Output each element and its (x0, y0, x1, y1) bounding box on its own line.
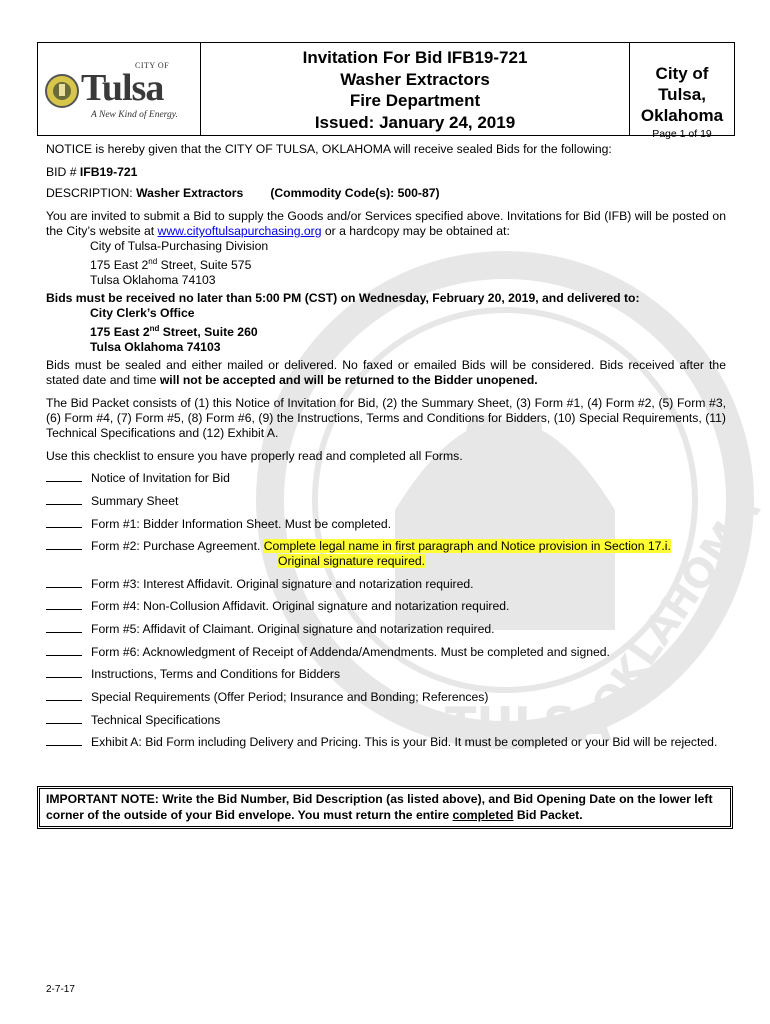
checkbox-blank[interactable] (46, 735, 82, 746)
invite-paragraph (46, 209, 726, 288)
checklist-intro: Use this checklist to ensure you have properly read and completed all Forms. (46, 449, 463, 463)
purchasing-website-link[interactable]: www.cityoftulsapurchasing.org (157, 224, 322, 238)
important-note-text: IMPORTANT NOTE: Write the Bid Number, Bid Description (as listed above), and Bid Opening Date on the lower left corner of the outside of your Bid envelope. You must return the entire (46, 792, 713, 822)
logo-city-of: CITY OF (135, 61, 170, 70)
checklist-item: Form #3: Interest Affidavit. Original signature and notarization required. (46, 577, 726, 592)
purchasing-address-line3: Tulsa Oklahoma 74103 (90, 273, 216, 288)
invite-text-after: or a hardcopy may be obtained at: (321, 224, 510, 238)
description-label: DESCRIPTION: (46, 186, 137, 200)
important-note-end: Bid Packet. (513, 807, 583, 822)
checkbox-blank[interactable] (46, 622, 82, 633)
bid-number-label: BID # (46, 165, 80, 179)
bid-issued-date: Issued: January 24, 2019 (314, 112, 516, 132)
bid-title: Invitation For Bid IFB19-721 (302, 48, 528, 67)
checkbox-blank[interactable] (46, 517, 82, 528)
tulsa-seal-icon (45, 71, 79, 111)
checkbox-blank[interactable] (46, 645, 82, 656)
logo-tulsa: Tulsa (81, 67, 164, 109)
checklist-item: Form #2: Purchase Agreement. Complete legal name in first paragraph and Notice provision in Section 17.i. Original signature required. (46, 539, 726, 569)
logo-tagline: A New Kind of Energy. (91, 110, 178, 120)
city-cell (630, 43, 734, 140)
seal-year: 98 (463, 405, 547, 475)
seal-text-oklahoma: OKLAHOMA (582, 488, 770, 728)
commodity-code: (Commodity Code(s): 500-87) (270, 186, 440, 200)
checklist-item: Exhibit A: Bid Form including Delivery and Pricing. This is your Bid. It must be completed or your Bid will be rejected. (46, 735, 726, 750)
invite-text: You are invited to submit a Bid to supply the Goods and/or Services specified above. Invitations for Bid (IFB) will be posted on the City’s website at (46, 209, 726, 238)
sealed-text: Bids must be sealed and either mailed or delivered. No faxed or emailed Bids will be considered. Bids received after the stated date and time (46, 358, 726, 387)
clerk-address-line3: Tulsa Oklahoma 74103 (90, 340, 221, 355)
clerk-address-line1: City Clerk’s Office (90, 306, 195, 320)
description-value: Washer Extractors (136, 186, 244, 200)
checkbox-blank[interactable] (46, 690, 82, 701)
checkbox-blank[interactable] (46, 471, 82, 482)
city-of-tulsa-logo (45, 59, 195, 125)
checklist-item: Technical Specifications (46, 713, 726, 728)
checklist-item: Notice of Invitation for Bid (46, 471, 726, 486)
bid-number (46, 165, 726, 180)
title-cell (201, 43, 630, 135)
deadline-paragraph (46, 291, 726, 355)
checklist-item: Form #4: Non-Collusion Affidavit. Original signature and notarization required. (46, 599, 726, 614)
bid-number-value: IFB19-721 (79, 165, 138, 179)
purchasing-address-line1: City of Tulsa-Purchasing Division (90, 239, 269, 253)
checkbox-blank[interactable] (46, 713, 82, 724)
bid-department: Fire Department (349, 91, 481, 110)
checkbox-blank[interactable] (46, 494, 82, 505)
highlighted-requirement-2: Original signature required. (278, 554, 426, 568)
checklist-item: Special Requirements (Offer Period; Insurance and Bonding; References) (46, 690, 726, 705)
seal-text-tulsa: TULSA (445, 697, 612, 751)
highlighted-requirement: Complete legal name in first paragraph and Notice provision in Section 17.i. (263, 539, 671, 553)
sealed-paragraph (46, 358, 726, 388)
bid-item: Washer Extractors (340, 69, 490, 89)
notice-text: NOTICE is hereby given that the CITY OF TULSA, OKLAHOMA will receive sealed Bids for the following: (46, 142, 612, 156)
deadline-text: Bids must be received no later than 5:00 PM (CST) on Wednesday, February 20, 2019, and delivered to: (46, 291, 640, 305)
header-table (37, 42, 735, 140)
packet-paragraph: The Bid Packet consists of (1) this Notice of Invitation for Bid, (2) the Summary Sheet, (3) Form #1, (4) Form #2, (5) Form #3, (6) Form #4, (7) Form #5, (8) Form #6, (9) the Instructions, Terms and Conditions for Bidders, (10) Special Requirements, (11) Technical Specifications and (12) Exhibit A. (46, 396, 726, 440)
checklist-item: Instructions, Terms and Conditions for Bidders (46, 667, 726, 682)
checklist-item: Form #5: Affidavit of Claimant. Original signature and notarization required. (46, 622, 726, 637)
footer-revision-date: 2-7-17 (46, 984, 75, 995)
page-number: Page 1 of 19 (652, 128, 712, 140)
checklist-item: Form #1: Bidder Information Sheet. Must be completed. (46, 517, 726, 532)
description-line (46, 186, 726, 201)
purchasing-address-line2: 175 East 2nd Street, Suite 575 (90, 257, 252, 273)
clerk-address-line2: 175 East 2nd Street, Suite 260 (90, 324, 258, 340)
logo-cell (38, 43, 201, 135)
important-note-box (37, 786, 733, 829)
checkbox-blank[interactable] (46, 667, 82, 678)
checklist-item: Form #6: Acknowledgment of Receipt of Addenda/Amendments. Must be completed and signed. (46, 645, 726, 660)
checklist-item: Summary Sheet (46, 494, 726, 509)
checkbox-blank[interactable] (46, 539, 82, 550)
checkbox-blank[interactable] (46, 577, 82, 588)
city-name: City of Tulsa, (655, 64, 709, 104)
sealed-bold-text: will not be accepted and will be returned to the Bidder unopened. (159, 373, 538, 387)
important-note-underlined: completed (452, 807, 514, 822)
state-name: Oklahoma (640, 106, 724, 125)
checkbox-blank[interactable] (46, 599, 82, 610)
